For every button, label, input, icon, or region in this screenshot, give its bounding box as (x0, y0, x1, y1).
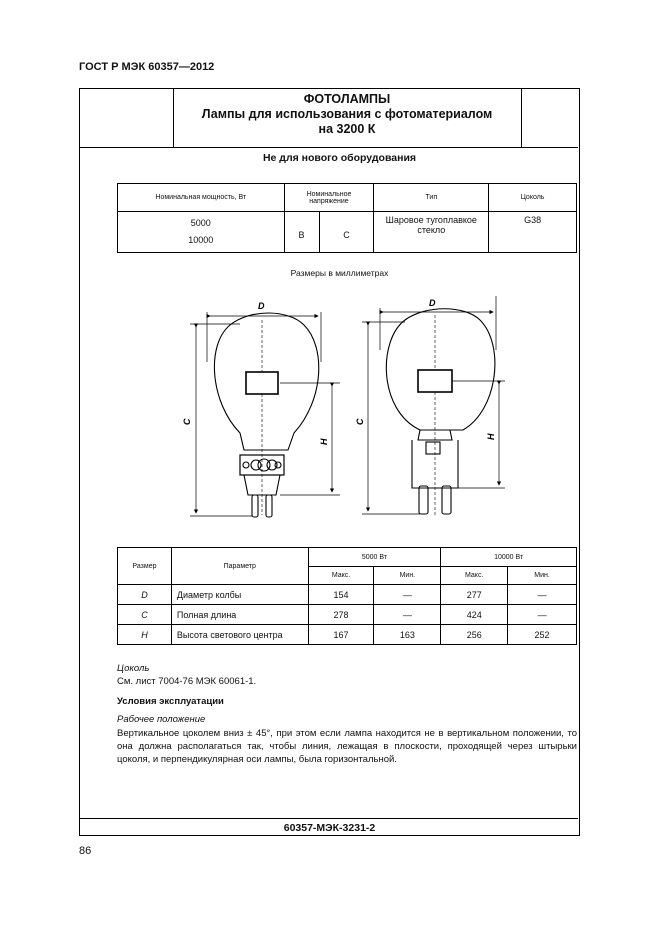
header-title (174, 92, 520, 137)
header-min-b: Мин. (508, 567, 577, 585)
voltage-b: C (319, 212, 374, 253)
type-line-2: стекло (417, 225, 446, 235)
row-size: D (118, 585, 172, 605)
power-cell (118, 212, 285, 253)
header-right-cell (521, 88, 579, 147)
title-line-2: Лампы для использования с фотоматериалом (201, 107, 493, 121)
row-b-max: 256 (441, 625, 508, 645)
lamp-drawings (180, 290, 520, 525)
row-a-min: — (374, 605, 441, 625)
label-d-left: D (258, 301, 265, 311)
header-voltage-line-1: Номинальное (306, 190, 352, 198)
label-c-right: C (355, 418, 365, 425)
row-size: C (118, 605, 172, 625)
header-voltage (284, 184, 374, 212)
footer-code: 60357-МЭК-3231-2 (283, 822, 376, 834)
operating-text: Вертикальное цоколем вниз ± 45°, при этом если лампа находится не в вертикальном положении, то она должна располагаться так, чтобы линия, лежащая в плоскости, проходящей через штырьки цоколя, и перпендикулярная оси лампы, была горизонтальной. (117, 728, 577, 765)
header-10000w: 10000 Вт (441, 548, 577, 567)
row-param: Высота светового центра (171, 625, 308, 645)
header-param: Параметр (171, 548, 308, 585)
table-row (118, 625, 577, 645)
row-a-min: — (374, 585, 441, 605)
label-h-right: H (486, 433, 496, 440)
header-left-cell (79, 88, 174, 147)
row-a-max: 167 (308, 625, 374, 645)
lamp-10000w-drawing (362, 296, 505, 515)
operating-heading: Условия эксплуатации (117, 696, 224, 707)
row-b-min: — (508, 585, 577, 605)
label-c-left: C (182, 418, 192, 425)
position-label: Рабочее положение (117, 714, 206, 725)
type-cell (374, 212, 489, 253)
footer-divider (79, 818, 578, 819)
header-size: Размер (118, 548, 172, 585)
row-b-min: 252 (508, 625, 577, 645)
dimensions-caption: Размеры в миллиметрах (290, 268, 389, 278)
table-row (118, 605, 577, 625)
row-b-min: — (508, 605, 577, 625)
power-value-1: 5000 (190, 218, 211, 228)
row-param: Полная длина (171, 605, 308, 625)
header-5000w: 5000 Вт (308, 548, 441, 567)
base-cell: G38 (489, 212, 577, 253)
header-power: Номинальная мощность, Вт (118, 184, 285, 212)
header-max-b: Макс. (441, 567, 508, 585)
lamp-5000w-drawing (190, 312, 340, 517)
header-min-a: Мин. (374, 567, 441, 585)
document-code: ГОСТ Р МЭК 60357—2012 (79, 61, 215, 73)
header-type: Тип (374, 184, 489, 212)
label-h-left: H (319, 438, 329, 445)
row-a-max: 278 (308, 605, 374, 625)
row-a-max: 154 (308, 585, 374, 605)
header-base: Цоколь (489, 184, 577, 212)
header-voltage-line-2: напряжение (309, 197, 349, 205)
lamp-table (117, 183, 577, 253)
row-a-min: 163 (374, 625, 441, 645)
row-size: H (118, 625, 172, 645)
table-row (118, 585, 577, 605)
label-d-right: D (429, 298, 436, 308)
header-max-a: Макс. (308, 567, 374, 585)
row-b-max: 424 (441, 605, 508, 625)
voltage-a: B (284, 212, 319, 253)
dimensions-table (117, 547, 577, 645)
power-value-2: 10000 (188, 235, 214, 245)
type-line-1: Шаровое тугоплавкое (385, 215, 477, 225)
cap-label: Цоколь (117, 663, 150, 674)
subtitle: Не для нового оборудования (262, 152, 417, 164)
title-line-1: ФОТОЛАМПЫ (303, 92, 391, 106)
row-b-max: 277 (441, 585, 508, 605)
row-param: Диаметр колбы (171, 585, 308, 605)
cap-text: См. лист 7004-76 МЭК 60061-1. (117, 676, 257, 687)
title-line-3: на 3200 К (318, 122, 376, 136)
page-number: 86 (79, 845, 92, 857)
